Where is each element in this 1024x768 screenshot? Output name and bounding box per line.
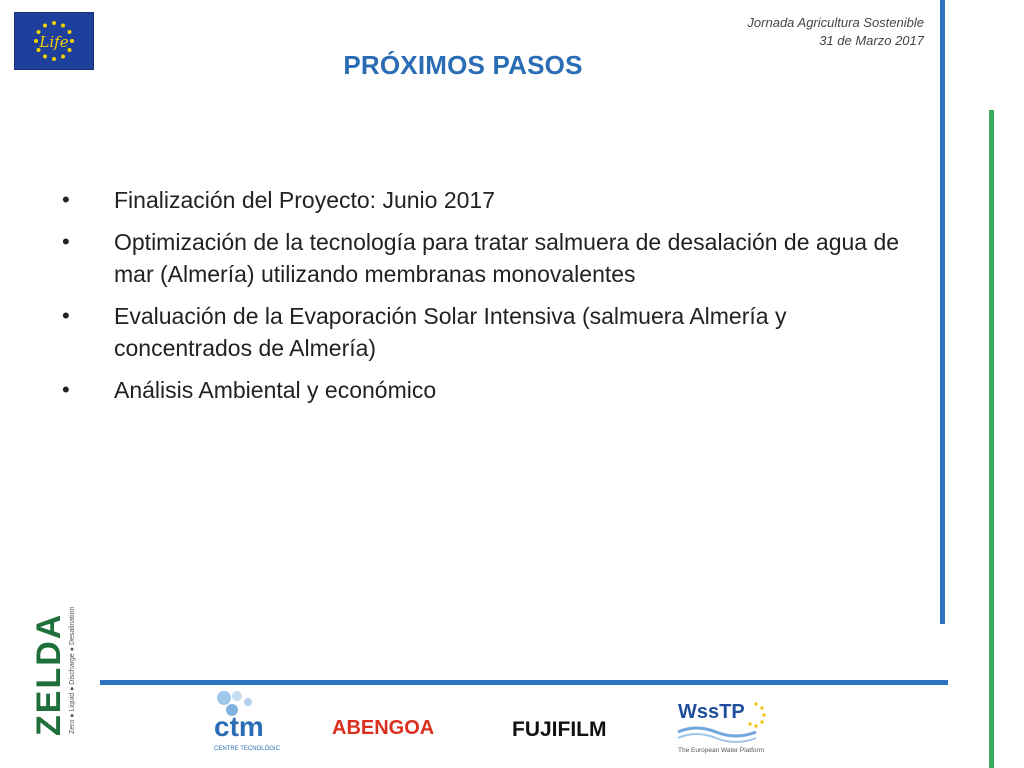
slide-title: PRÓXIMOS PASOS	[343, 50, 583, 80]
bullet-list	[62, 184, 922, 416]
bullet-dot-icon: •	[62, 303, 70, 328]
event-name: Jornada Agricultura Sostenible	[747, 15, 924, 30]
bullet-text: Análisis Ambiental y económico	[114, 377, 437, 403]
bullet-item	[62, 184, 922, 216]
event-date: 31 de Marzo 2017	[819, 33, 924, 48]
vertical-divider-blue	[940, 0, 945, 624]
bullet-item	[62, 300, 922, 364]
abengoa-logo	[330, 712, 454, 742]
bullet-text: Optimización de la tecnología para tratar salmuera de desalación de agua de mar (Almería) utilizando membranas monovalentes	[114, 229, 900, 287]
zelda-tagline: Zero ● Liquid ● Discharge ● Desalination	[69, 606, 76, 734]
footer-divider	[100, 680, 948, 685]
wsstp-logo-sub: The European Water Platform	[678, 747, 765, 754]
bullet-text: Finalización del Proyecto: Junio 2017	[114, 187, 496, 213]
ctm-logo	[204, 688, 288, 758]
bullet-dot-icon: •	[62, 187, 70, 212]
zelda-logo	[30, 590, 76, 736]
bullet-dot-icon: •	[62, 377, 70, 402]
bullet-item	[62, 226, 922, 290]
ctm-logo-sub: CENTRE TECNOLÒGIC	[214, 746, 280, 752]
bullet-item	[62, 374, 922, 406]
vertical-divider-green	[989, 110, 994, 768]
zelda-logo-text: ZELDA	[30, 612, 68, 736]
ctm-logo-text: ctm	[214, 711, 264, 742]
abengoa-logo-text: ABENGOA	[332, 717, 435, 739]
wsstp-logo	[676, 696, 772, 758]
wsstp-logo-text: WssTP	[678, 701, 745, 723]
header-info	[747, 14, 924, 50]
bullet-text: Evaluación de la Evaporación Solar Intensiva (salmuera Almería y concentrados de Almería)	[114, 303, 787, 361]
fujifilm-logo-text: FUJIFILM	[512, 718, 607, 741]
fujifilm-logo	[510, 714, 624, 742]
life-logo-text: Life	[39, 33, 69, 51]
bullet-dot-icon: •	[62, 229, 70, 254]
